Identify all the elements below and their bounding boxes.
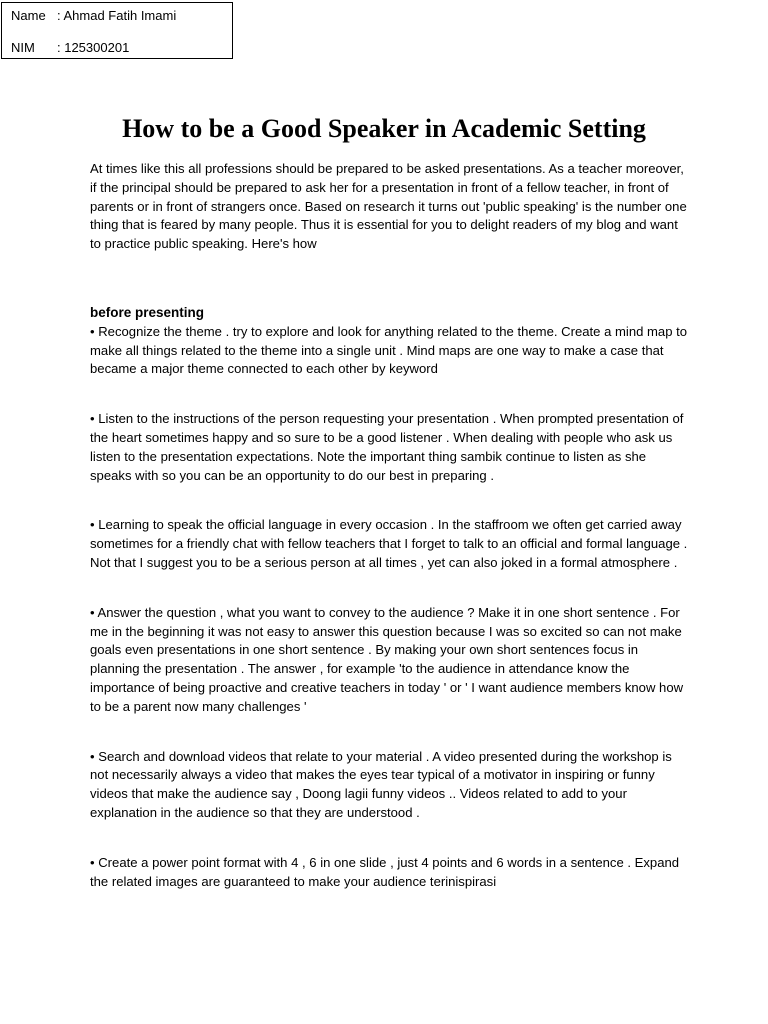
nim-value: : 125300201 xyxy=(57,40,130,55)
section-heading: before presenting xyxy=(90,304,205,320)
bullet-paragraph: • Learning to speak the official language in every occasion . In the staffroom we often get carried away sometimes for a friendly chat with fellow teachers that I forget to talk to an official and formal language . Not that I suggest you to be a serious person at all times , yet can also joked in a formal atmosphere . xyxy=(90,517,688,570)
bullet-paragraph: • Recognize the theme . try to explore and look for anything related to the theme. Create a mind map to make all things related to the theme into a single unit . Mind maps are one way to make a case that became a major theme connected to each other by keyword xyxy=(90,323,688,377)
document-body xyxy=(90,160,690,922)
student-info-box xyxy=(1,2,233,59)
name-value: : Ahmad Fatih Imami xyxy=(57,8,177,23)
nim-row xyxy=(11,40,129,55)
name-label: Name xyxy=(11,8,46,23)
name-row xyxy=(11,8,176,23)
bullet-paragraph: • Listen to the instructions of the person requesting your presentation . When prompted presentation of the heart sometimes happy and so sure to be a good listener . When dealing with people who ask us listen to the presentation expectations. Note the important thing sambik continue to listen as she speaks with so you can be an opportunity to do our best in preparing . xyxy=(90,411,684,483)
intro-paragraph: At times like this all professions should be prepared to be asked presentations. As a teacher moreover, if the principal should be prepared to ask her for a presentation in front of a fellow teacher, in front of parents or in front of strangers once. Based on research it turns out 'public speaking' is the number one thing that is feared by many people. Thus it is essential for you to delight readers of my blog and want to practice public speaking. Here's how xyxy=(90,161,687,252)
nim-label: NIM xyxy=(11,40,35,55)
bullet-paragraph: • Create a power point format with 4 , 6 in one slide , just 4 points and 6 words in a sentence . Expand the related images are guaranteed to make your audience terinispirasi xyxy=(90,854,680,889)
document-title: How to be a Good Speaker in Academic Setting xyxy=(122,114,646,143)
bullet-paragraph: • Search and download videos that relate to your material . A video presented during the workshop is not necessarily always a video that makes the eyes tear typical of a motivator in inspiring or funny videos that make the audience say , Doong lagii funny videos .. Videos related to add to your explanation in the audience so that they are understood . xyxy=(90,748,672,820)
bullet-paragraph: • Answer the question , what you want to convey to the audience ? Make it in one short sentence . For me in the beginning it was not easy to answer this question because I was so excited so can not make goals even presentations in one short sentence . By making your own short sentences focus in planning the presentation . The answer , for example 'to the audience in attendance know the importance of being proactive and creative teachers in today ' or ' I want audience members know how to be a parent now many challenges ' xyxy=(90,604,684,714)
